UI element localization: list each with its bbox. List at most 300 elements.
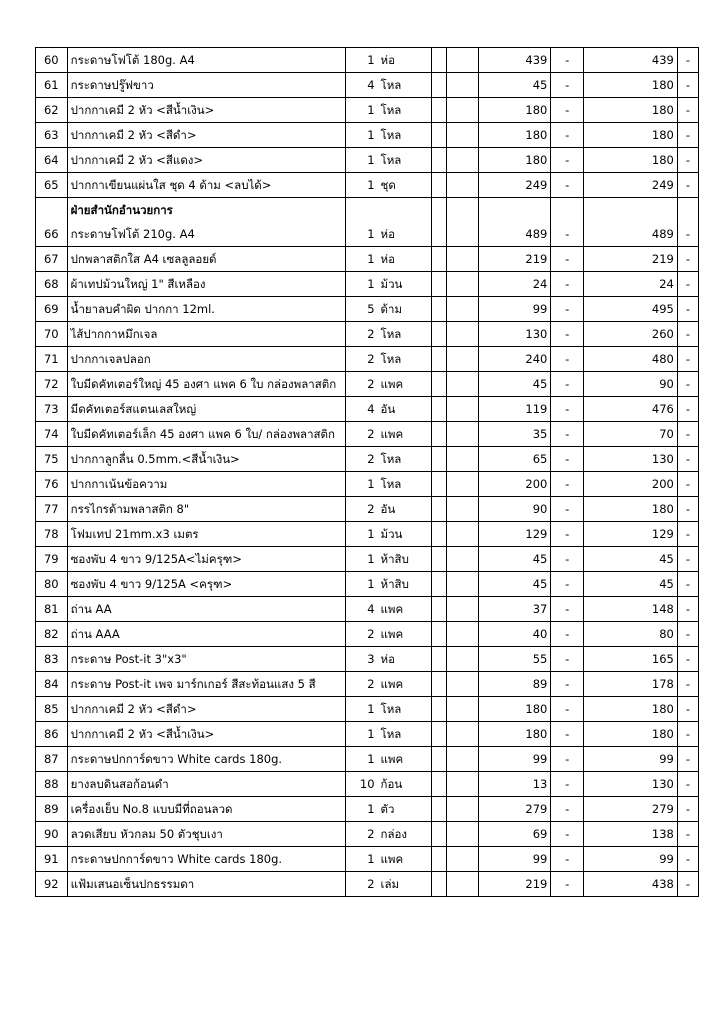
item-total: 260 [584, 322, 678, 347]
item-unit-price: 40 [478, 622, 551, 647]
table-row [36, 547, 699, 572]
total-satang: - [677, 322, 698, 347]
item-number: 77 [36, 497, 68, 522]
price-satang: - [551, 847, 584, 872]
table-row [36, 597, 699, 622]
empty-cell [447, 697, 479, 722]
item-unit: เล่ม [378, 872, 432, 897]
table-row [36, 173, 699, 198]
total-satang: - [677, 622, 698, 647]
item-total: 489 [584, 222, 678, 247]
item-unit-price: 180 [478, 697, 551, 722]
item-unit: ด้าม [378, 297, 432, 322]
table-row [36, 697, 699, 722]
item-number: 90 [36, 822, 68, 847]
item-total: 438 [584, 872, 678, 897]
total-satang: - [677, 797, 698, 822]
empty-cell [447, 322, 479, 347]
item-quantity: 2 [345, 672, 377, 697]
empty-cell [447, 297, 479, 322]
item-table [35, 47, 699, 897]
empty-cell [432, 322, 447, 347]
item-unit-price: 180 [478, 722, 551, 747]
empty-cell [432, 747, 447, 772]
empty-cell [447, 98, 479, 123]
price-satang: - [551, 772, 584, 797]
item-name: ไส้ปากกาหมึกเจล [67, 322, 345, 347]
empty-cell [432, 73, 447, 98]
item-unit: แพค [378, 622, 432, 647]
price-satang: - [551, 222, 584, 247]
item-name: กระดาษโฟโต้ 210g. A4 [67, 222, 345, 247]
item-name: ปากกาเคมี 2 หัว <สีดำ> [67, 697, 345, 722]
total-satang: - [677, 98, 698, 123]
item-unit-price: 99 [478, 847, 551, 872]
item-number: 91 [36, 847, 68, 872]
table-row [36, 872, 699, 897]
empty-cell [432, 173, 447, 198]
total-satang: - [677, 148, 698, 173]
table-row [36, 297, 699, 322]
item-quantity: 1 [345, 847, 377, 872]
item-number: 60 [36, 48, 68, 73]
empty-cell [447, 572, 479, 597]
item-total: 476 [584, 397, 678, 422]
item-total: 249 [584, 173, 678, 198]
item-unit-price: 89 [478, 672, 551, 697]
empty-cell [447, 173, 479, 198]
price-satang: - [551, 497, 584, 522]
item-unit: แพค [378, 597, 432, 622]
item-number: 78 [36, 522, 68, 547]
empty-cell [432, 872, 447, 897]
item-unit: อัน [378, 497, 432, 522]
item-unit-price: 99 [478, 297, 551, 322]
item-unit-price: 180 [478, 123, 551, 148]
price-satang: - [551, 672, 584, 697]
item-number: 81 [36, 597, 68, 622]
item-unit-price: 219 [478, 872, 551, 897]
item-total: 439 [584, 48, 678, 73]
empty-cell [447, 123, 479, 148]
item-total: 165 [584, 647, 678, 672]
item-name: แฟ้มเสนอเซ็นปกธรรมดา [67, 872, 345, 897]
total-satang: - [677, 422, 698, 447]
item-total: 99 [584, 747, 678, 772]
item-unit: ห่อ [378, 247, 432, 272]
item-quantity: 1 [345, 123, 377, 148]
item-unit: โหล [378, 722, 432, 747]
item-name: ใบมีดคัทเตอร์เล็ก 45 องศา แพค 6 ใบ/ กล่องพลาสติก [67, 422, 345, 447]
item-unit-price: 200 [478, 472, 551, 497]
price-satang: - [551, 272, 584, 297]
item-unit-price: 439 [478, 48, 551, 73]
item-total: 148 [584, 597, 678, 622]
item-unit-price: 37 [478, 597, 551, 622]
item-number: 73 [36, 397, 68, 422]
empty-cell [447, 73, 479, 98]
item-unit: ม้วน [378, 272, 432, 297]
total-satang: - [677, 247, 698, 272]
item-total: 70 [584, 422, 678, 447]
item-quantity: 3 [345, 647, 377, 672]
empty-cell [432, 272, 447, 297]
item-unit: แพค [378, 372, 432, 397]
section-header-body [36, 198, 699, 223]
item-quantity: 1 [345, 222, 377, 247]
table-row [36, 447, 699, 472]
item-name: ปากกาเขียนแผ่นใส ชุด 4 ด้าม <ลบได้> [67, 173, 345, 198]
table-body-top [36, 48, 699, 198]
item-unit: ห่อ [378, 48, 432, 73]
table-row [36, 322, 699, 347]
item-name: ผ้าเทปม้วนใหญ่ 1" สีเหลือง [67, 272, 345, 297]
total-satang: - [677, 572, 698, 597]
total-satang: - [677, 722, 698, 747]
item-name: กระดาษปกการ์ดขาว White cards 180g. [67, 747, 345, 772]
empty-cell [432, 547, 447, 572]
price-satang: - [551, 422, 584, 447]
total-satang: - [677, 672, 698, 697]
empty-cell [432, 123, 447, 148]
empty-cell [432, 847, 447, 872]
item-name: ปากกาเคมี 2 หัว <สีแดง> [67, 148, 345, 173]
empty-cell [432, 622, 447, 647]
item-unit-price: 130 [478, 322, 551, 347]
item-total: 180 [584, 98, 678, 123]
item-quantity: 1 [345, 797, 377, 822]
item-total: 24 [584, 272, 678, 297]
item-name: ถ่าน AA [67, 597, 345, 622]
empty-cell [447, 148, 479, 173]
empty-cell [447, 447, 479, 472]
item-name: กระดาษ Post-it 3"x3" [67, 647, 345, 672]
price-satang: - [551, 48, 584, 73]
item-quantity: 4 [345, 397, 377, 422]
item-name: ถ่าน AAA [67, 622, 345, 647]
item-quantity: 4 [345, 597, 377, 622]
item-name: ปากกาเจลปลอก [67, 347, 345, 372]
item-name: น้ำยาลบคำผิด ปากกา 12ml. [67, 297, 345, 322]
section-title: ฝ่ายสำนักอำนวยการ [67, 198, 345, 223]
item-total: 180 [584, 497, 678, 522]
item-unit: โหล [378, 322, 432, 347]
price-satang: - [551, 73, 584, 98]
item-number: 62 [36, 98, 68, 123]
item-unit-price: 65 [478, 447, 551, 472]
item-name: มีดคัทเตอร์สแตนเลสใหญ่ [67, 397, 345, 422]
item-name: กระดาษโฟโต้ 180g. A4 [67, 48, 345, 73]
item-name: ลวดเสียบ หัวกลม 50 ตัวชุบเงา [67, 822, 345, 847]
item-total: 219 [584, 247, 678, 272]
item-unit: ม้วน [378, 522, 432, 547]
item-unit: โหล [378, 148, 432, 173]
price-satang: - [551, 148, 584, 173]
total-satang: - [677, 173, 698, 198]
item-unit: ห่อ [378, 222, 432, 247]
empty-cell [432, 98, 447, 123]
table-row [36, 372, 699, 397]
item-total: 180 [584, 148, 678, 173]
item-name: กระดาษปกการ์ดขาว White cards 180g. [67, 847, 345, 872]
empty-cell [447, 422, 479, 447]
price-satang: - [551, 247, 584, 272]
item-total: 180 [584, 73, 678, 98]
table-row [36, 422, 699, 447]
item-total: 138 [584, 822, 678, 847]
item-number: 66 [36, 222, 68, 247]
item-unit: โหล [378, 697, 432, 722]
item-unit-price: 69 [478, 822, 551, 847]
table-row [36, 347, 699, 372]
total-satang: - [677, 597, 698, 622]
total-satang: - [677, 772, 698, 797]
item-number: 88 [36, 772, 68, 797]
table-row [36, 222, 699, 247]
table-row [36, 772, 699, 797]
price-satang: - [551, 173, 584, 198]
item-quantity: 2 [345, 347, 377, 372]
item-quantity: 2 [345, 872, 377, 897]
table-row [36, 247, 699, 272]
empty-cell [447, 597, 479, 622]
item-quantity: 1 [345, 98, 377, 123]
item-name: ปากกาเน้นข้อความ [67, 472, 345, 497]
item-unit-price: 55 [478, 647, 551, 672]
total-satang: - [677, 48, 698, 73]
empty-cell [447, 222, 479, 247]
item-number: 79 [36, 547, 68, 572]
price-satang: - [551, 872, 584, 897]
price-satang: - [551, 647, 584, 672]
empty-cell [432, 372, 447, 397]
item-number: 70 [36, 322, 68, 347]
table-row [36, 797, 699, 822]
item-number: 65 [36, 173, 68, 198]
item-quantity: 1 [345, 148, 377, 173]
item-unit-price: 129 [478, 522, 551, 547]
item-total: 200 [584, 472, 678, 497]
table-row [36, 73, 699, 98]
item-unit: ก้อน [378, 772, 432, 797]
price-satang: - [551, 572, 584, 597]
item-total: 130 [584, 447, 678, 472]
item-unit: ห้าสิบ [378, 547, 432, 572]
price-satang: - [551, 397, 584, 422]
empty-cell [432, 297, 447, 322]
empty-cell [432, 422, 447, 447]
table-row [36, 847, 699, 872]
item-total: 178 [584, 672, 678, 697]
empty-cell [432, 797, 447, 822]
price-satang: - [551, 322, 584, 347]
item-unit-price: 45 [478, 547, 551, 572]
table-row [36, 48, 699, 73]
price-satang: - [551, 447, 584, 472]
item-unit: แพค [378, 422, 432, 447]
item-number: 67 [36, 247, 68, 272]
item-number: 64 [36, 148, 68, 173]
price-satang: - [551, 297, 584, 322]
total-satang: - [677, 747, 698, 772]
empty-cell [447, 497, 479, 522]
empty-cell [432, 472, 447, 497]
empty-cell [432, 572, 447, 597]
item-unit: กล่อง [378, 822, 432, 847]
item-number: 76 [36, 472, 68, 497]
item-unit-price: 99 [478, 747, 551, 772]
empty-cell [432, 48, 447, 73]
item-name: ปกพลาสติกใส A4 เซลลูลอยด์ [67, 247, 345, 272]
empty-cell [432, 148, 447, 173]
empty-cell [447, 822, 479, 847]
price-satang: - [551, 622, 584, 647]
total-satang: - [677, 497, 698, 522]
item-total: 480 [584, 347, 678, 372]
item-unit: แพค [378, 672, 432, 697]
item-total: 129 [584, 522, 678, 547]
item-number: 86 [36, 722, 68, 747]
empty-cell [447, 547, 479, 572]
item-quantity: 1 [345, 522, 377, 547]
item-quantity: 2 [345, 822, 377, 847]
item-unit: แพค [378, 747, 432, 772]
price-satang: - [551, 597, 584, 622]
item-name: โฟมเทป 21mm.x3 เมตร [67, 522, 345, 547]
section-row [36, 198, 699, 223]
item-number: 89 [36, 797, 68, 822]
empty-cell [432, 497, 447, 522]
item-name: ใบมีดคัทเตอร์ใหญ่ 45 องศา แพค 6 ใบ กล่องพลาสติก [67, 372, 345, 397]
item-quantity: 1 [345, 272, 377, 297]
empty-cell [447, 247, 479, 272]
item-number: 82 [36, 622, 68, 647]
item-number: 61 [36, 73, 68, 98]
table-row [36, 572, 699, 597]
item-quantity: 2 [345, 447, 377, 472]
total-satang: - [677, 222, 698, 247]
empty-cell [447, 722, 479, 747]
item-unit: โหล [378, 98, 432, 123]
empty-cell [447, 272, 479, 297]
item-unit: โหล [378, 472, 432, 497]
item-unit-price: 180 [478, 148, 551, 173]
item-unit-price: 219 [478, 247, 551, 272]
item-number: 92 [36, 872, 68, 897]
section-no-cell [36, 198, 68, 223]
item-unit-price: 90 [478, 497, 551, 522]
item-quantity: 4 [345, 73, 377, 98]
total-satang: - [677, 547, 698, 572]
table-row [36, 722, 699, 747]
table-row [36, 472, 699, 497]
empty-cell [432, 772, 447, 797]
item-unit: โหล [378, 447, 432, 472]
item-unit-price: 35 [478, 422, 551, 447]
item-quantity: 2 [345, 322, 377, 347]
item-name: ปากกาเคมี 2 หัว <สีดำ> [67, 123, 345, 148]
item-quantity: 2 [345, 622, 377, 647]
empty-cell [432, 522, 447, 547]
table-row [36, 98, 699, 123]
item-number: 63 [36, 123, 68, 148]
item-name: ซองพับ 4 ขาว 9/125A <ครุฑ> [67, 572, 345, 597]
price-satang: - [551, 347, 584, 372]
item-quantity: 2 [345, 422, 377, 447]
price-satang: - [551, 722, 584, 747]
item-quantity: 1 [345, 472, 377, 497]
empty-cell [447, 872, 479, 897]
item-unit-price: 119 [478, 397, 551, 422]
item-unit-price: 240 [478, 347, 551, 372]
total-satang: - [677, 123, 698, 148]
empty-cell [447, 797, 479, 822]
empty-cell [447, 747, 479, 772]
item-unit: ห่อ [378, 647, 432, 672]
empty-cell [432, 397, 447, 422]
item-unit: อัน [378, 397, 432, 422]
item-unit-price: 45 [478, 73, 551, 98]
item-unit-price: 180 [478, 98, 551, 123]
item-unit: โหล [378, 347, 432, 372]
item-unit-price: 45 [478, 372, 551, 397]
item-name: กระดาษปรู๊ฟขาว [67, 73, 345, 98]
item-unit: ห้าสิบ [378, 572, 432, 597]
price-satang: - [551, 822, 584, 847]
table-row [36, 672, 699, 697]
item-unit-price: 249 [478, 173, 551, 198]
item-quantity: 1 [345, 547, 377, 572]
item-total: 45 [584, 572, 678, 597]
empty-cell [432, 447, 447, 472]
price-satang: - [551, 797, 584, 822]
empty-cell [447, 397, 479, 422]
table-row [36, 622, 699, 647]
empty-cell [447, 472, 479, 497]
total-satang: - [677, 272, 698, 297]
item-name: ปากกาลูกลื่น 0.5mm.<สีน้ำเงิน> [67, 447, 345, 472]
price-satang: - [551, 123, 584, 148]
item-quantity: 1 [345, 572, 377, 597]
item-quantity: 2 [345, 497, 377, 522]
price-satang: - [551, 747, 584, 772]
price-satang: - [551, 547, 584, 572]
item-name: ซองพับ 4 ขาว 9/125A<ไม่ครุฑ> [67, 547, 345, 572]
item-number: 75 [36, 447, 68, 472]
item-unit: ชุด [378, 173, 432, 198]
table-row [36, 647, 699, 672]
table-body-bottom [36, 222, 699, 897]
empty-cell [432, 347, 447, 372]
empty-cell [447, 347, 479, 372]
price-satang: - [551, 522, 584, 547]
item-total: 495 [584, 297, 678, 322]
price-satang: - [551, 697, 584, 722]
item-unit: ตัว [378, 797, 432, 822]
total-satang: - [677, 697, 698, 722]
item-name: เครื่องเย็บ No.8 แบบมีที่ถอนลวด [67, 797, 345, 822]
total-satang: - [677, 822, 698, 847]
item-unit-price: 45 [478, 572, 551, 597]
empty-cell [432, 647, 447, 672]
total-satang: - [677, 472, 698, 497]
item-name: ปากกาเคมี 2 หัว <สีน้ำเงิน> [67, 722, 345, 747]
item-total: 279 [584, 797, 678, 822]
item-unit: โหล [378, 73, 432, 98]
item-quantity: 1 [345, 722, 377, 747]
item-number: 69 [36, 297, 68, 322]
total-satang: - [677, 522, 698, 547]
